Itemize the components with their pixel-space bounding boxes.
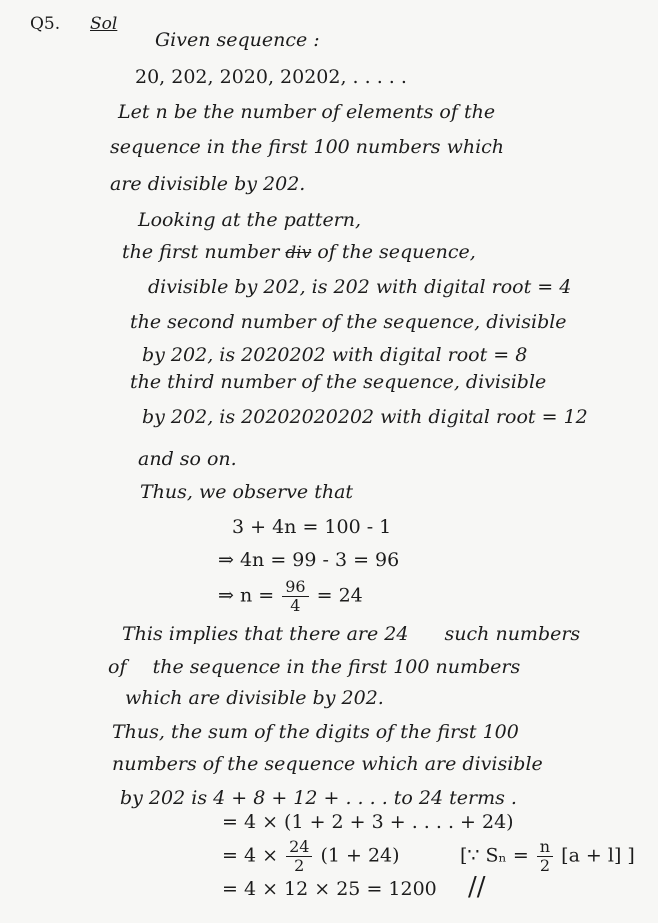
first-number-text-b: of the sequence, xyxy=(317,241,476,263)
and-so-on-line: and so on. xyxy=(138,448,237,470)
fraction-96-over-4 xyxy=(282,578,308,615)
question-number: Q5. xyxy=(30,14,61,34)
first-number-text-a: the first number xyxy=(122,241,280,263)
equation-3 xyxy=(218,578,363,615)
equation-1: 3 + 4n = 100 - 1 xyxy=(232,516,392,538)
fraction-24-over-2 xyxy=(286,838,312,875)
sum-formula xyxy=(460,838,635,875)
equation-2: ⇒ 4n = 99 - 3 = 96 xyxy=(218,549,400,571)
implies-of: of xyxy=(108,656,127,678)
sequence-line: 20, 202, 2020, 20202, . . . . . xyxy=(135,66,407,88)
let-line-2: sequence in the first 100 numbers which xyxy=(110,136,505,158)
second-number-line-1: the second number of the sequence, divisible xyxy=(130,311,567,333)
looking-line: Looking at the pattern, xyxy=(138,209,362,231)
equation-3-left: ⇒ n = xyxy=(218,584,275,607)
fraction-numerator: 24 xyxy=(286,838,312,857)
fraction-denominator: 2 xyxy=(539,856,551,875)
fraction-numerator: 96 xyxy=(282,578,308,597)
sum-line-3: by 202 is 4 + 8 + 12 + . . . . to 24 terms . xyxy=(120,787,517,809)
fraction-denominator: 2 xyxy=(294,856,305,875)
implies-line-3: which are divisible by 202. xyxy=(125,687,384,709)
sum-line-2: numbers of the sequence which are divisible xyxy=(112,753,543,775)
third-number-line-2: by 202, is 20202020202 with digital root = 12 xyxy=(142,406,588,428)
formula-right: [a + l] ] xyxy=(561,844,635,867)
struck-word: div xyxy=(285,243,312,263)
first-number-line-2: divisible by 202, is 202 with digital root = 4 xyxy=(148,276,572,298)
let-line-3: are divisible by 202. xyxy=(110,173,306,195)
formula-left: [∵ Sₙ = xyxy=(460,844,529,867)
fraction-numerator: n xyxy=(537,838,553,857)
sum-step-2 xyxy=(222,838,400,875)
sum-step-3: = 4 × 12 × 25 = 1200 xyxy=(222,878,437,900)
let-line-1: Let n be the number of elements of the xyxy=(118,101,496,123)
end-mark: // xyxy=(468,872,486,902)
given-line: Given sequence : xyxy=(155,29,320,51)
sum-line-1: Thus, the sum of the digits of the first 100 xyxy=(112,721,519,743)
sum-step-1: = 4 × (1 + 2 + 3 + . . . . + 24) xyxy=(222,811,514,833)
thus-observe-line: Thus, we observe that xyxy=(140,481,354,503)
equation-3-right: = 24 xyxy=(316,584,363,607)
implies-line-1 xyxy=(122,622,580,646)
implies-text-a: This implies that there are 24 xyxy=(122,623,409,645)
solution-label: Sol xyxy=(90,14,118,34)
fraction-denominator: 4 xyxy=(290,596,301,615)
first-number-line-1 xyxy=(122,240,476,265)
sum-step-2-left: = 4 × xyxy=(222,844,279,867)
third-number-line-1: the third number of the sequence, divisible xyxy=(130,371,547,393)
sum-step-2-right: (1 + 24) xyxy=(320,844,400,867)
implies-text-c: the sequence in the first 100 numbers xyxy=(152,656,521,678)
implies-text-b: such numbers xyxy=(444,623,581,645)
fraction-n-over-2 xyxy=(537,838,553,875)
second-number-line-2: by 202, is 2020202 with digital root = 8 xyxy=(142,344,528,366)
implies-line-2 xyxy=(108,655,520,679)
